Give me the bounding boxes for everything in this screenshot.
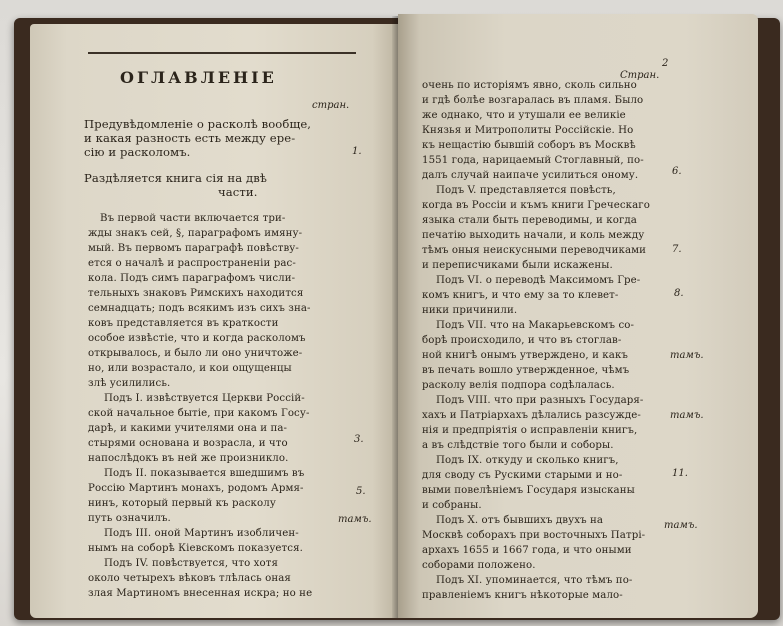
- margin-page-number: 7.: [672, 244, 682, 255]
- body-line: Подъ IX. откуду и сколько книгъ,: [436, 455, 619, 466]
- body-line: тельныхъ знаковъ Римскихъ находится: [88, 288, 304, 299]
- body-line: и переписчиками были искажены.: [422, 260, 613, 271]
- body-line: 1551 года, нарицаемый Стоглавный, по-: [422, 155, 644, 166]
- body-line: путь означилъ.: [88, 513, 171, 524]
- body-line: около четырехъ вѣковъ тлѣлась оная: [88, 573, 291, 584]
- body-line: ной книгѣ онымъ утверждено, и какъ: [422, 350, 629, 361]
- body-line: Подъ VIII. что при разныхъ Государя-: [436, 395, 644, 406]
- body-line: мый. Въ первомъ параграфѣ повѣству-: [88, 243, 299, 254]
- body-line: къ нещастію бывшій соборъ въ Москвѣ: [422, 140, 636, 151]
- body-line: нія и предпріятія о исправленіи книгъ,: [422, 425, 638, 436]
- body-line: печатію выходить начали, и коль между: [422, 230, 645, 241]
- body-line: же однако, что и утушали ее великіе: [422, 110, 626, 121]
- margin-page-number: тамъ.: [670, 410, 704, 421]
- body-line: Подъ II. показывается вшедшимъ въ: [104, 468, 305, 479]
- title-rule: [88, 52, 356, 54]
- body-line: Подъ VI. о переводѣ Максимомъ Гре-: [436, 275, 641, 286]
- page-title: ОГЛАВЛЕНІЕ: [120, 68, 277, 87]
- body-line: злая Мартиномъ внесенная искра; но не: [88, 588, 313, 599]
- margin-page-number: 2: [662, 58, 669, 69]
- body-line: соборами положено.: [422, 560, 536, 571]
- body-line: расколу велія подпора содѣлалась.: [422, 380, 615, 391]
- section-heading-line: Раздѣляется книга сія на двѣ: [84, 171, 267, 185]
- margin-page-number: тамъ.: [338, 514, 372, 525]
- body-line: хахъ и Патріархахъ дѣлались разсужде-: [422, 410, 641, 421]
- body-line: и гдѣ болѣе возгаралась въ пламя. Было: [422, 95, 644, 106]
- intro-line: Предувѣдомленіе о расколѣ вообще,: [84, 117, 312, 131]
- body-line: нымъ на соборѣ Кіевскомъ показуется.: [88, 543, 303, 554]
- margin-page-number: 11.: [672, 468, 688, 479]
- body-line: и собраны.: [422, 500, 482, 511]
- body-line: комъ книгъ, и что ему за то клевет-: [422, 290, 619, 301]
- body-line: выми повелѣніемъ Государя изысканы: [422, 485, 635, 496]
- margin-page-number: 6.: [672, 166, 682, 177]
- margin-page-number: тамъ.: [670, 350, 704, 361]
- body-line: а въ слѣдствіе того были и соборы.: [422, 440, 614, 451]
- body-line: нинъ, который первый къ расколу: [88, 498, 276, 509]
- margin-page-number: 5.: [356, 486, 366, 497]
- body-line: для своду съ Рускими старыми и но-: [422, 470, 623, 481]
- body-line: далъ случай наипаче усилиться оному.: [422, 170, 639, 181]
- body-line: когда въ Россіи и къмъ книги Греческаго: [422, 200, 650, 211]
- intro-line: сію и расколомъ.: [84, 145, 191, 159]
- body-line: Князья и Митрополиты Россійскіе. Но: [422, 125, 634, 136]
- section-heading-line: части.: [218, 185, 258, 199]
- body-line: ники причинили.: [422, 305, 518, 316]
- body-line: тѣмъ оныя неискусными переводчиками: [422, 245, 647, 256]
- body-line: жды знакъ сей, §, параграфомъ имяну-: [88, 228, 303, 239]
- body-line: правленіемъ книгъ нѣкоторые мало-: [422, 590, 623, 601]
- body-line: ской начальное бытіе, при какомъ Госу-: [88, 408, 310, 419]
- body-line: Подъ V. представляется повѣсть,: [436, 185, 616, 196]
- body-line: Москвѣ соборахъ при восточныхъ Патрі-: [422, 530, 646, 541]
- intro-page-number: 1.: [352, 146, 362, 157]
- body-line: Подъ IV. повѣствуется, что хотя: [104, 558, 279, 569]
- body-line: Подъ I. извѣствуется Церкви Россій-: [104, 393, 305, 404]
- body-line: но, или возрастало, и кои ощущенцы: [88, 363, 292, 374]
- body-line: борѣ происходило, и что въ стоглав-: [422, 335, 622, 346]
- body-line: ковъ представляется въ краткости: [88, 318, 279, 329]
- body-line: стырями основана и возрасла, и что: [88, 438, 288, 449]
- body-line: Россію Мартинъ монахъ, родомъ Армя-: [88, 483, 304, 494]
- margin-page-number: тамъ.: [664, 520, 698, 531]
- body-line: семнадцать; подъ всякимъ изъ сихъ зна-: [88, 303, 311, 314]
- body-line: напослѣдокъ въ ней же произникло.: [88, 453, 289, 464]
- body-line: кола. Подъ симъ параграфомъ числи-: [88, 273, 296, 284]
- body-line: въ печать вошло утвержденное, чѣмъ: [422, 365, 630, 376]
- body-line: архахъ 1655 и 1667 года, и что оными: [422, 545, 632, 556]
- body-line: Подъ VII. что на Макарьевскомъ со-: [436, 320, 635, 331]
- body-line: очень по исторіямъ явно, сколь сильно: [422, 80, 637, 91]
- intro-line: и какая разность есть между ере-: [84, 131, 296, 145]
- body-line: ется о началѣ и распространеніи рас-: [88, 258, 296, 269]
- page-column-label: Стран.: [620, 70, 660, 81]
- body-line: Въ первой части включается три-: [100, 213, 286, 224]
- body-line: Подъ III. оной Мартинъ изобличен-: [104, 528, 299, 539]
- body-line: злѣ усилились.: [88, 378, 171, 389]
- page-column-label: стран.: [312, 100, 350, 111]
- body-line: дарѣ, и какими учителями она и па-: [88, 423, 288, 434]
- body-line: языка стали быть переводимы, и когда: [422, 215, 637, 226]
- margin-page-number: 8.: [674, 288, 684, 299]
- body-line: Подъ XI. упоминается, что тѣмъ по-: [436, 575, 633, 586]
- margin-page-number: 3.: [354, 434, 364, 445]
- body-line: особое извѣстіе, что и когда расколомъ: [88, 333, 306, 344]
- body-line: Подъ X. отъ бывшихъ двухъ на: [436, 515, 604, 526]
- body-line: открывалось, и было ли оно уничтоже-: [88, 348, 303, 359]
